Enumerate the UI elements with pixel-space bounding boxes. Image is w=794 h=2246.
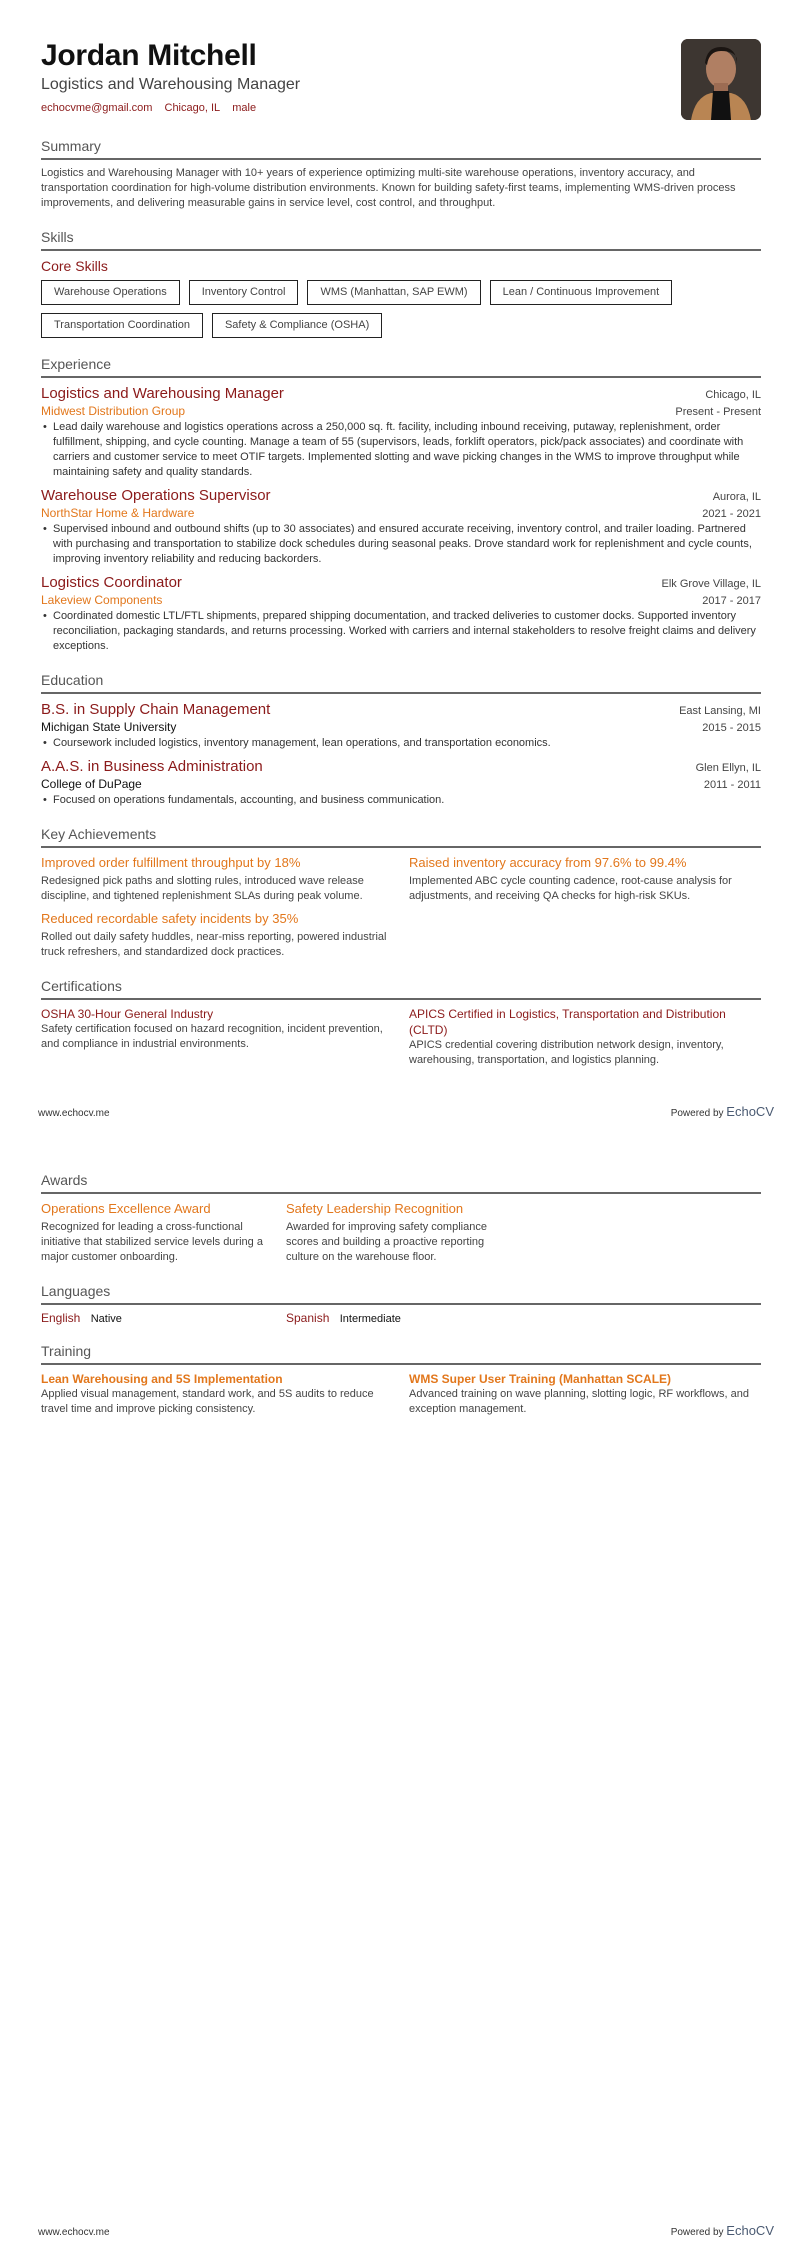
footer-powered-by [671, 1104, 774, 1119]
summary-section [41, 138, 761, 211]
job-dates: Present - Present [675, 406, 761, 418]
experience-section [41, 356, 761, 654]
job-bullet: • Supervised inbound and outbound shifts (up to 30 associates) and ensured accurate receiving, inventory control, and trailer loading. Partnered with purchasing and transportation to stabilize dock schedules during seasonal peaks. Drove standard work for replenishment and cycle counts, improving inventory reliability and reducing backorders. [41, 522, 761, 567]
achievements-section [41, 826, 761, 960]
language-name: Spanish [286, 1311, 330, 1325]
footer-website-link[interactable]: www.echocv.me [38, 1108, 110, 1119]
job-dates: 2021 - 2021 [702, 508, 761, 520]
achievement-grid [41, 854, 761, 960]
training-section [41, 1343, 761, 1417]
achievement-item [409, 854, 761, 904]
footer-website-link[interactable]: www.echocv.me [38, 2227, 110, 2238]
languages-section [41, 1283, 761, 1325]
brand-link[interactable]: EchoCV [726, 1104, 774, 1119]
skill-chip: Lean / Continuous Improvement [490, 280, 673, 305]
contact-info [41, 101, 761, 115]
section-title: Key Achievements [41, 826, 157, 842]
section-divider [41, 1363, 761, 1365]
resume-page-2 [0, 1123, 794, 2246]
avatar [681, 39, 761, 120]
section-title: Experience [41, 356, 112, 372]
language-name: English [41, 1311, 81, 1325]
section-title: Education [41, 672, 104, 688]
skill-chip-list [41, 280, 761, 338]
section-divider [41, 376, 761, 378]
job-company: NorthStar Home & Hardware [41, 506, 195, 520]
award-item [41, 1200, 270, 1265]
job-role: Logistics and Warehousing Manager [41, 385, 284, 402]
main-column [41, 138, 761, 1068]
section-divider [41, 1303, 761, 1305]
job-role: Warehouse Operations Supervisor [41, 487, 271, 504]
training-item [409, 1371, 761, 1417]
page-footer [38, 1104, 774, 1119]
training-grid [41, 1371, 761, 1417]
job-role: Logistics Coordinator [41, 574, 182, 591]
language-level: Native [90, 1313, 122, 1325]
contact-gender: male [232, 102, 257, 114]
certification-title: OSHA 30-Hour General Industry [41, 1007, 214, 1021]
profile-photo-icon [681, 39, 761, 120]
summary-text: Logistics and Warehousing Manager with 10+ years of experience optimizing multi-site warehouse operations, inventory accuracy, and transportation coordination for high-volume distribution environments. Known for building safety-first teams, implementing WMS-driven process improvements, and delivering measurable gains in service level, cost control, and throughput. [41, 167, 736, 209]
school-name: College of DuPage [41, 777, 142, 791]
main-column-page-2 [41, 1172, 761, 1417]
job-bullet: • Lead daily warehouse and logistics operations across a 250,000 sq. ft. facility, including inbound receiving, putaway, replenishment, order fulfillment, shipping, and cycle counting. Manage a team of 55 (supervisors, leads, forklift operators, pick/pack associates) and coordinate with carriers and customer service to meet OTIF targets. Implemented slotting and wave picking changes in the WMS to improve throughput while maintaining safety and quality standards. [41, 420, 761, 480]
achievement-item [41, 854, 393, 904]
training-item [41, 1371, 393, 1417]
certification-title: APICS Certified in Logistics, Transportation and Distribution (CLTD) [409, 1007, 726, 1037]
job-company: Lakeview Components [41, 593, 163, 607]
job-location: Elk Grove Village, IL [661, 578, 761, 590]
skill-chip: WMS (Manhattan, SAP EWM) [307, 280, 480, 305]
certification-grid [41, 1006, 761, 1068]
footer-powered-by [671, 2223, 774, 2238]
section-divider [41, 1192, 761, 1194]
candidate-title: Logistics and Warehousing Manager [41, 76, 301, 93]
contact-location: Chicago, IL [164, 102, 221, 114]
award-grid [41, 1200, 761, 1265]
certification-desc: Safety certification focused on hazard recognition, incident prevention, and compliance in industrial environments. [41, 1023, 383, 1050]
section-title: Training [41, 1343, 92, 1359]
awards-section [41, 1172, 761, 1265]
award-desc: Awarded for improving safety compliance scores and building a proactive reporting culture on the warehouse floor. [286, 1221, 487, 1263]
award-title: Safety Leadership Recognition [286, 1201, 464, 1216]
certification-item [409, 1006, 761, 1068]
award-item [286, 1200, 515, 1265]
school-location: Glen Ellyn, IL [695, 762, 761, 774]
school-location: East Lansing, MI [679, 705, 761, 717]
school-name: Michigan State University [41, 720, 177, 734]
resume-header [41, 39, 761, 124]
experience-entry [41, 384, 761, 480]
experience-entry [41, 486, 761, 567]
section-title: Languages [41, 1283, 111, 1299]
skills-section [41, 229, 761, 338]
experience-entry [41, 573, 761, 654]
education-entry [41, 757, 761, 808]
section-title: Awards [41, 1172, 88, 1188]
education-entry [41, 700, 761, 751]
job-dates: 2017 - 2017 [702, 595, 761, 607]
achievement-desc: Rolled out daily safety huddles, near-miss reporting, powered industrial truck refreshers, and standardized dock practices. [41, 931, 387, 958]
achievement-desc: Implemented ABC cycle counting cadence, root-cause analysis for adjustments, and receiving QA checks for high-risk SKUs. [409, 875, 732, 902]
achievement-item [41, 910, 393, 960]
job-location: Chicago, IL [705, 389, 761, 401]
education-bullet: • Coursework included logistics, inventory management, lean operations, and transportation economics. [41, 736, 761, 751]
section-divider [41, 692, 761, 694]
language-list [41, 1311, 761, 1325]
brand-link[interactable]: EchoCV [726, 2223, 774, 2238]
job-company: Midwest Distribution Group [41, 404, 186, 418]
certification-desc: APICS credential covering distribution network design, inventory, warehousing, transportation, and logistics planning. [409, 1039, 724, 1066]
achievement-title: Improved order fulfillment throughput by 18% [41, 855, 301, 870]
powered-by-label: Powered by [670, 2227, 727, 2238]
section-divider [41, 249, 761, 251]
education-dates: 2011 - 2011 [703, 779, 761, 791]
achievement-desc: Redesigned pick paths and slotting rules, introduced wave release discipline, and tightened replenishment SLAs during peak volume. [41, 875, 364, 902]
education-section [41, 672, 761, 808]
skill-group-title: Core Skills [41, 258, 108, 274]
section-divider [41, 158, 761, 160]
certifications-section [41, 978, 761, 1068]
job-bullet: • Coordinated domestic LTL/FTL shipments, prepared shipping documentation, and tracked deliveries to customer docks. Supported inventory reconciliation, packaging standards, and returns processing. Worked with carriers and internal stakeholders to resolve freight claims and delivery exceptions. [41, 609, 761, 654]
training-title: WMS Super User Training (Manhattan SCALE) [409, 1372, 672, 1386]
section-title: Certifications [41, 978, 122, 994]
page-footer [38, 2223, 774, 2238]
certification-item [41, 1006, 393, 1068]
award-title: Operations Excellence Award [41, 1201, 211, 1216]
degree-title: B.S. in Supply Chain Management [41, 701, 271, 718]
language-item [41, 1311, 286, 1325]
section-title: Skills [41, 229, 74, 245]
training-desc: Advanced training on wave planning, slotting logic, RF workflows, and exception management. [409, 1388, 749, 1415]
education-dates: 2015 - 2015 [702, 722, 761, 734]
section-divider [41, 998, 761, 1000]
skill-chip: Safety & Compliance (OSHA) [212, 313, 382, 338]
candidate-name: Jordan Mitchell [41, 39, 257, 72]
skill-chip: Warehouse Operations [41, 280, 180, 305]
powered-by-label: Powered by [670, 1108, 727, 1119]
job-location: Aurora, IL [712, 491, 761, 503]
award-desc: Recognized for leading a cross-functional initiative that stabilized service levels during a major customer onboarding. [41, 1221, 263, 1263]
language-level: Intermediate [339, 1313, 401, 1325]
training-desc: Applied visual management, standard work, and 5S audits to reduce travel time and improve picking consistency. [41, 1388, 374, 1415]
contact-email[interactable]: echocvme@gmail.com [41, 102, 153, 114]
section-divider [41, 846, 761, 848]
skill-chip: Transportation Coordination [41, 313, 203, 338]
section-title: Summary [41, 138, 101, 154]
education-bullet: • Focused on operations fundamentals, accounting, and business communication. [41, 793, 761, 808]
achievement-title: Reduced recordable safety incidents by 35% [41, 911, 299, 926]
degree-title: A.A.S. in Business Administration [41, 758, 263, 775]
language-item [286, 1311, 761, 1325]
skill-chip: Inventory Control [189, 280, 299, 305]
achievement-title: Raised inventory accuracy from 97.6% to 99.4% [409, 855, 687, 870]
training-title: Lean Warehousing and 5S Implementation [41, 1372, 283, 1386]
